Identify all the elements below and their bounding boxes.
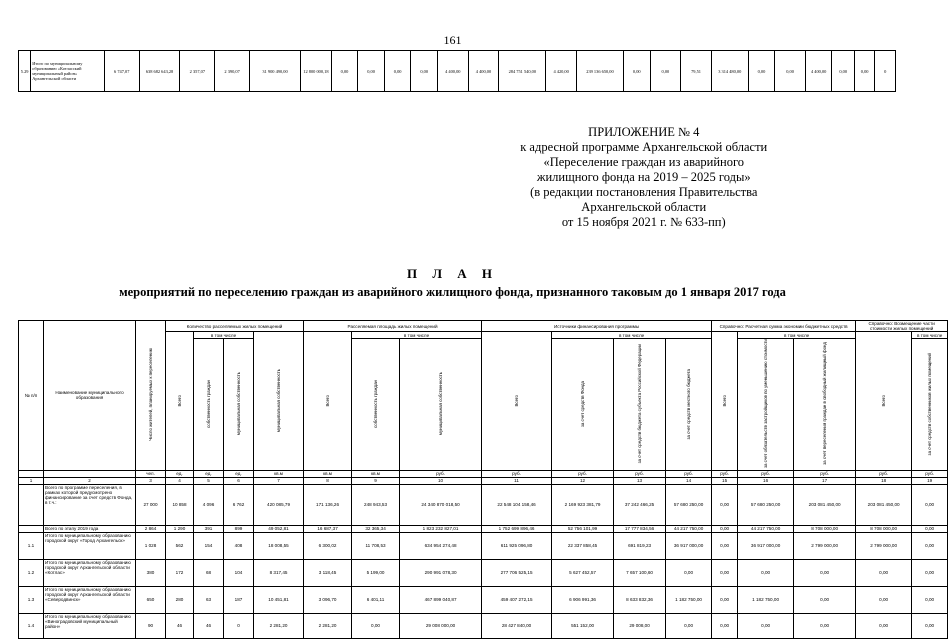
table-cell: 1 823 232 827,01 (400, 525, 482, 532)
table-cell: 172 (166, 559, 194, 586)
table-cell: 46 (166, 613, 194, 638)
header-ref2-group: Справочно: Возмещение части стоимости жилых помещений (856, 321, 948, 332)
appendix-line: жилищного фонда на 2019 – 2025 годы» (536, 170, 751, 184)
table-cell: 32 365,34 (352, 525, 400, 532)
table-row (19, 559, 948, 586)
table-cell: 10 858 (166, 484, 194, 525)
colnum-cell: 4 (166, 477, 194, 484)
table-cell: 280 (166, 586, 194, 613)
header-area-group: Расселяемая площадь жилых помещений (304, 321, 482, 332)
header-no: № п/п (19, 321, 44, 471)
table-cell: 6 300,02 (304, 532, 352, 559)
table-cell: 459 407 272,15 (482, 586, 552, 613)
unit-cell: кв.м (304, 470, 352, 477)
header-ref2-a: за счет средств собственников жилых помещений (912, 339, 948, 470)
colnum-cell: 14 (666, 477, 712, 484)
table-cell: 0,00 (912, 525, 948, 532)
table-cell: 0,00 (856, 613, 912, 638)
header-incl: в том числе (912, 332, 948, 339)
cell: 0,00 (748, 51, 775, 92)
row-number (19, 525, 44, 532)
table-cell: 46 (194, 613, 224, 638)
table-cell: 0 (224, 613, 254, 638)
table-cell: 1 752 699 896,46 (482, 525, 552, 532)
table-cell: 18 008,55 (254, 532, 304, 559)
table-cell: 0,00 (712, 613, 738, 638)
table-cell: 57 680 250,00 (666, 484, 712, 525)
table-cell: 171 136,26 (304, 484, 352, 525)
header-area-mun: муниципальная собственность (400, 339, 482, 470)
table-cell: 10 451,81 (254, 586, 304, 613)
table-cell: 2 864 (136, 525, 166, 532)
table-cell: 16 687,37 (304, 525, 352, 532)
colnum-cell: 2 (44, 477, 136, 484)
table-cell: 37 242 466,25 (614, 484, 666, 525)
table-cell: 0,00 (794, 613, 856, 638)
appendix-title: ПРИЛОЖЕНИЕ № 4 (588, 125, 700, 139)
row-name: Всего по программе переселения, в рамках которой предусмотрено финансирование за счет средств Фонда, в т.ч.: (44, 484, 136, 525)
table-cell: 27 000 (136, 484, 166, 525)
table-cell: 8 317,45 (254, 559, 304, 586)
table-cell: 90 (136, 613, 166, 638)
table-cell: 6 762 (224, 484, 254, 525)
table-body (19, 484, 948, 638)
table-cell: 0,00 (912, 559, 948, 586)
table-cell: 203 081 450,00 (794, 484, 856, 525)
cell: 0,00 (331, 51, 358, 92)
unit-cell: руб. (614, 470, 666, 477)
cell: 0,00 (358, 51, 385, 92)
table-cell: 8 708 000,00 (794, 525, 856, 532)
header-incl: в том числе (552, 332, 712, 339)
plan-table (18, 320, 948, 639)
cell: 239 136 650,00 (576, 51, 623, 92)
table-cell: 0,00 (912, 586, 948, 613)
table-cell: 22 548 104 158,46 (482, 484, 552, 525)
row-number: 1.2 (19, 559, 44, 586)
appendix-header (446, 125, 841, 230)
colnum-cell: 1 (19, 477, 44, 484)
table-cell: 203 081 450,00 (856, 484, 912, 525)
header-area-private: собственность граждан (352, 339, 400, 470)
unit-cell: ед. (224, 470, 254, 477)
table-cell: 49 052,81 (254, 525, 304, 532)
colnum-cell: 7 (254, 477, 304, 484)
header-fin-total: Всего (482, 332, 552, 470)
cell: 4 420,00 (546, 51, 577, 92)
table-cell: 277 706 525,15 (482, 559, 552, 586)
table-cell: 691 819,23 (614, 532, 666, 559)
unit-cell: чел. (136, 470, 166, 477)
table-cell: 408 (224, 532, 254, 559)
header-count-mun-spacer: муниципальная собственность (254, 332, 304, 470)
cell: 0,00 (650, 51, 681, 92)
row-number: 1.4 (19, 613, 44, 638)
table-cell: 0,00 (712, 586, 738, 613)
cell: 0,00 (832, 51, 854, 92)
unit-cell: руб. (400, 470, 482, 477)
unit-cell: руб. (856, 470, 912, 477)
cell: 284 751 540,00 (499, 51, 546, 92)
unit-cell: ед. (166, 470, 194, 477)
table-cell: 52 756 101,99 (552, 525, 614, 532)
table-cell: 1 182 750,00 (738, 586, 794, 613)
colnum-cell: 18 (856, 477, 912, 484)
table-cell: 0,00 (666, 613, 712, 638)
table-cell: 1 028 (136, 532, 166, 559)
row-number: 5.29 (19, 51, 31, 92)
table-cell: 0,00 (912, 532, 948, 559)
header-ref-group: Справочно: Расчетная сумма экономии бюджетных средств (712, 321, 856, 332)
header-fin-region: за счет средств бюджета субъекта Российской Федерации (614, 339, 666, 470)
table-row (19, 532, 948, 559)
table-cell: 22 337 858,45 (552, 532, 614, 559)
plan-title: П Л А Н (406, 266, 499, 281)
table-cell: 44 217 750,00 (738, 525, 794, 532)
continuation-table (18, 50, 896, 92)
continuation-row (19, 51, 896, 92)
table-cell: 0,00 (712, 532, 738, 559)
colnum-cell: 12 (552, 477, 614, 484)
table-cell: 0,00 (856, 586, 912, 613)
row-name: Итого по муниципальному образованию городской округ Архангельской области «Котлас» (44, 559, 136, 586)
colnum-row (19, 477, 948, 484)
header-people: Число жителей, планируемых к переселению (136, 321, 166, 471)
unit-cell: кв.м (352, 470, 400, 477)
row-name: Итого по муниципальному образованию городской округ Архангельской области «Северодвинск» (44, 586, 136, 613)
units-row (19, 470, 948, 477)
cell: 4 400,00 (805, 51, 832, 92)
row-number: 1.1 (19, 532, 44, 559)
table-cell: 2 799 000,00 (794, 532, 856, 559)
table-cell: 24 340 870 018,50 (400, 484, 482, 525)
colnum-cell: 19 (912, 477, 948, 484)
cell: 2 357,07 (180, 51, 215, 92)
header-name: Наименование муниципального образования (44, 321, 136, 471)
table-row (19, 613, 948, 638)
unit-cell (19, 470, 44, 477)
table-cell: 187 (224, 586, 254, 613)
table-cell: 0,00 (794, 559, 856, 586)
table-cell: 0,00 (794, 586, 856, 613)
appendix-line: (в редакции постановления Правительства (530, 185, 758, 199)
header-area-total: Всего (304, 332, 352, 470)
table-cell: 380 (136, 559, 166, 586)
table-cell: 36 917 000,00 (738, 532, 794, 559)
colnum-cell: 6 (224, 477, 254, 484)
table-cell: 6 906 991,36 (552, 586, 614, 613)
page-number: 161 (443, 33, 462, 47)
colnum-cell: 16 (738, 477, 794, 484)
row-name: Итого по муниципальному образованию «Котласский муниципальный район» Архангельской области (31, 51, 105, 92)
cell: 31 900 490,00 (249, 51, 300, 92)
table-cell: 0,00 (856, 559, 912, 586)
cell: 0,00 (384, 51, 411, 92)
table-cell: 1 290 (166, 525, 194, 532)
cell: 0 (875, 51, 896, 92)
table-cell: 391 (194, 525, 224, 532)
header-fin-fund: за счет средств Фонда (552, 339, 614, 470)
table-cell: 0,00 (738, 613, 794, 638)
colnum-cell: 10 (400, 477, 482, 484)
table-cell: 57 680 250,00 (738, 484, 794, 525)
table-cell: 467 899 040,87 (400, 586, 482, 613)
appendix-line: от 15 ноября 2021 г. № 633-пп) (561, 215, 726, 229)
table-row (19, 484, 948, 525)
header-ref-total: Всего (712, 332, 738, 470)
table-cell: 4 096 (194, 484, 224, 525)
header-incl: в том числе (194, 332, 254, 339)
table-cell: 29 008,00 (614, 613, 666, 638)
header-count-mun: муниципальная собственность (224, 339, 254, 470)
table-cell: 0,00 (912, 484, 948, 525)
table-cell: 0,00 (738, 559, 794, 586)
table-cell: 2 281,20 (304, 613, 352, 638)
appendix-line: к адресной программе Архангельской области (520, 140, 768, 154)
colnum-cell: 9 (352, 477, 400, 484)
header-count-private: собственность граждан (194, 339, 224, 470)
header-ref-b: за счет переселения граждан в свободный жилищный фонд (794, 339, 856, 470)
header-fin-local: за счет средств местного бюджета (666, 339, 712, 470)
cell: 3 314 480,00 (711, 51, 748, 92)
row-name: Итого по муниципальному образованию городской округ «Город Архангельск» (44, 532, 136, 559)
row-number: 1.3 (19, 586, 44, 613)
table-cell: 0,00 (912, 613, 948, 638)
table-cell: 17 777 834,56 (614, 525, 666, 532)
plan-subtitle: мероприятий по переселению граждан из аварийного жилищного фонда, признанного таковым до 1 января 2017 года (119, 285, 786, 299)
table-row (19, 586, 948, 613)
table-cell: 5 199,00 (352, 559, 400, 586)
table-cell: 634 954 274,48 (400, 532, 482, 559)
table-cell: 104 (224, 559, 254, 586)
table-cell: 6 401,11 (352, 586, 400, 613)
header-fin-group: Источники финансирования программы (482, 321, 712, 332)
row-name: Итого по муниципальному образованию «Виноградовский муниципальный район» (44, 613, 136, 638)
unit-cell (44, 470, 136, 477)
header-ref-a: за счет обязательств застройщиков по уменьшению стоимости (738, 339, 794, 470)
colnum-cell: 3 (136, 477, 166, 484)
unit-cell: руб. (794, 470, 856, 477)
unit-cell: кв.м (254, 470, 304, 477)
table-cell: 63 (194, 586, 224, 613)
cell: 2 390,07 (215, 51, 250, 92)
header-incl: в том числе (738, 332, 856, 339)
row-name: Всего по этапу 2019 года (44, 525, 136, 532)
cell: 0,00 (411, 51, 438, 92)
table-cell: 290 991 078,30 (400, 559, 482, 586)
colnum-cell: 15 (712, 477, 738, 484)
unit-cell: руб. (666, 470, 712, 477)
table-cell: 3 096,70 (304, 586, 352, 613)
unit-cell: руб. (482, 470, 552, 477)
header-row (19, 321, 948, 332)
header-count-group: Количество расселяемых жилых помещений (166, 321, 304, 332)
table-cell: 7 657 100,60 (614, 559, 666, 586)
table-cell: 611 925 096,80 (482, 532, 552, 559)
table-cell: 154 (194, 532, 224, 559)
unit-cell: руб. (912, 470, 948, 477)
table-cell: 11 708,53 (352, 532, 400, 559)
appendix-line: Архангельской области (581, 200, 707, 214)
row-number (19, 484, 44, 525)
table-cell: 2 281,20 (254, 613, 304, 638)
table-cell: 0,00 (712, 484, 738, 525)
header-incl: в том числе (352, 332, 482, 339)
table-cell: 551 152,00 (552, 613, 614, 638)
table-cell: 420 085,79 (254, 484, 304, 525)
colnum-cell: 11 (482, 477, 552, 484)
cell: 0,00 (623, 51, 650, 92)
table-cell: 8 708 000,00 (856, 525, 912, 532)
table-cell: 0,00 (352, 613, 400, 638)
table-cell: 36 917 000,00 (666, 532, 712, 559)
table-row (19, 525, 948, 532)
table-cell: 44 217 750,00 (666, 525, 712, 532)
unit-cell: руб. (712, 470, 738, 477)
table-cell: 899 (224, 525, 254, 532)
colnum-cell: 8 (304, 477, 352, 484)
table-cell: 0,00 (666, 559, 712, 586)
cell: 638 682 643,28 (139, 51, 180, 92)
cell: 6 747,07 (104, 51, 139, 92)
colnum-cell: 5 (194, 477, 224, 484)
header-count-total: Всего (166, 332, 194, 470)
table-cell: 8 633 832,36 (614, 586, 666, 613)
table-cell: 3 118,45 (304, 559, 352, 586)
cell: 12 800 000,18 (301, 51, 332, 92)
cell: 0,00 (854, 51, 874, 92)
table-cell: 562 (166, 532, 194, 559)
table-cell: 650 (136, 586, 166, 613)
cell: 4 400,00 (468, 51, 499, 92)
table-cell: 0,00 (712, 559, 738, 586)
table-cell: 0,00 (712, 525, 738, 532)
table-cell: 29 008 000,00 (400, 613, 482, 638)
unit-cell: ед. (194, 470, 224, 477)
cell: 0,00 (775, 51, 806, 92)
colnum-cell: 13 (614, 477, 666, 484)
unit-cell: руб. (738, 470, 794, 477)
colnum-cell: 17 (794, 477, 856, 484)
unit-cell: руб. (552, 470, 614, 477)
table-cell: 248 943,53 (352, 484, 400, 525)
table-cell: 28 427 840,00 (482, 613, 552, 638)
table-cell: 2 169 923 381,79 (552, 484, 614, 525)
cell: 4 400,00 (437, 51, 468, 92)
appendix-line: «Переселение граждан из аварийного (543, 155, 745, 169)
table-cell: 2 799 000,00 (856, 532, 912, 559)
header-ref2-total: Всего (856, 332, 912, 470)
table-cell: 68 (194, 559, 224, 586)
table-cell: 1 182 750,00 (666, 586, 712, 613)
table-cell: 5 627 452,57 (552, 559, 614, 586)
cell: 79,51 (681, 51, 712, 92)
